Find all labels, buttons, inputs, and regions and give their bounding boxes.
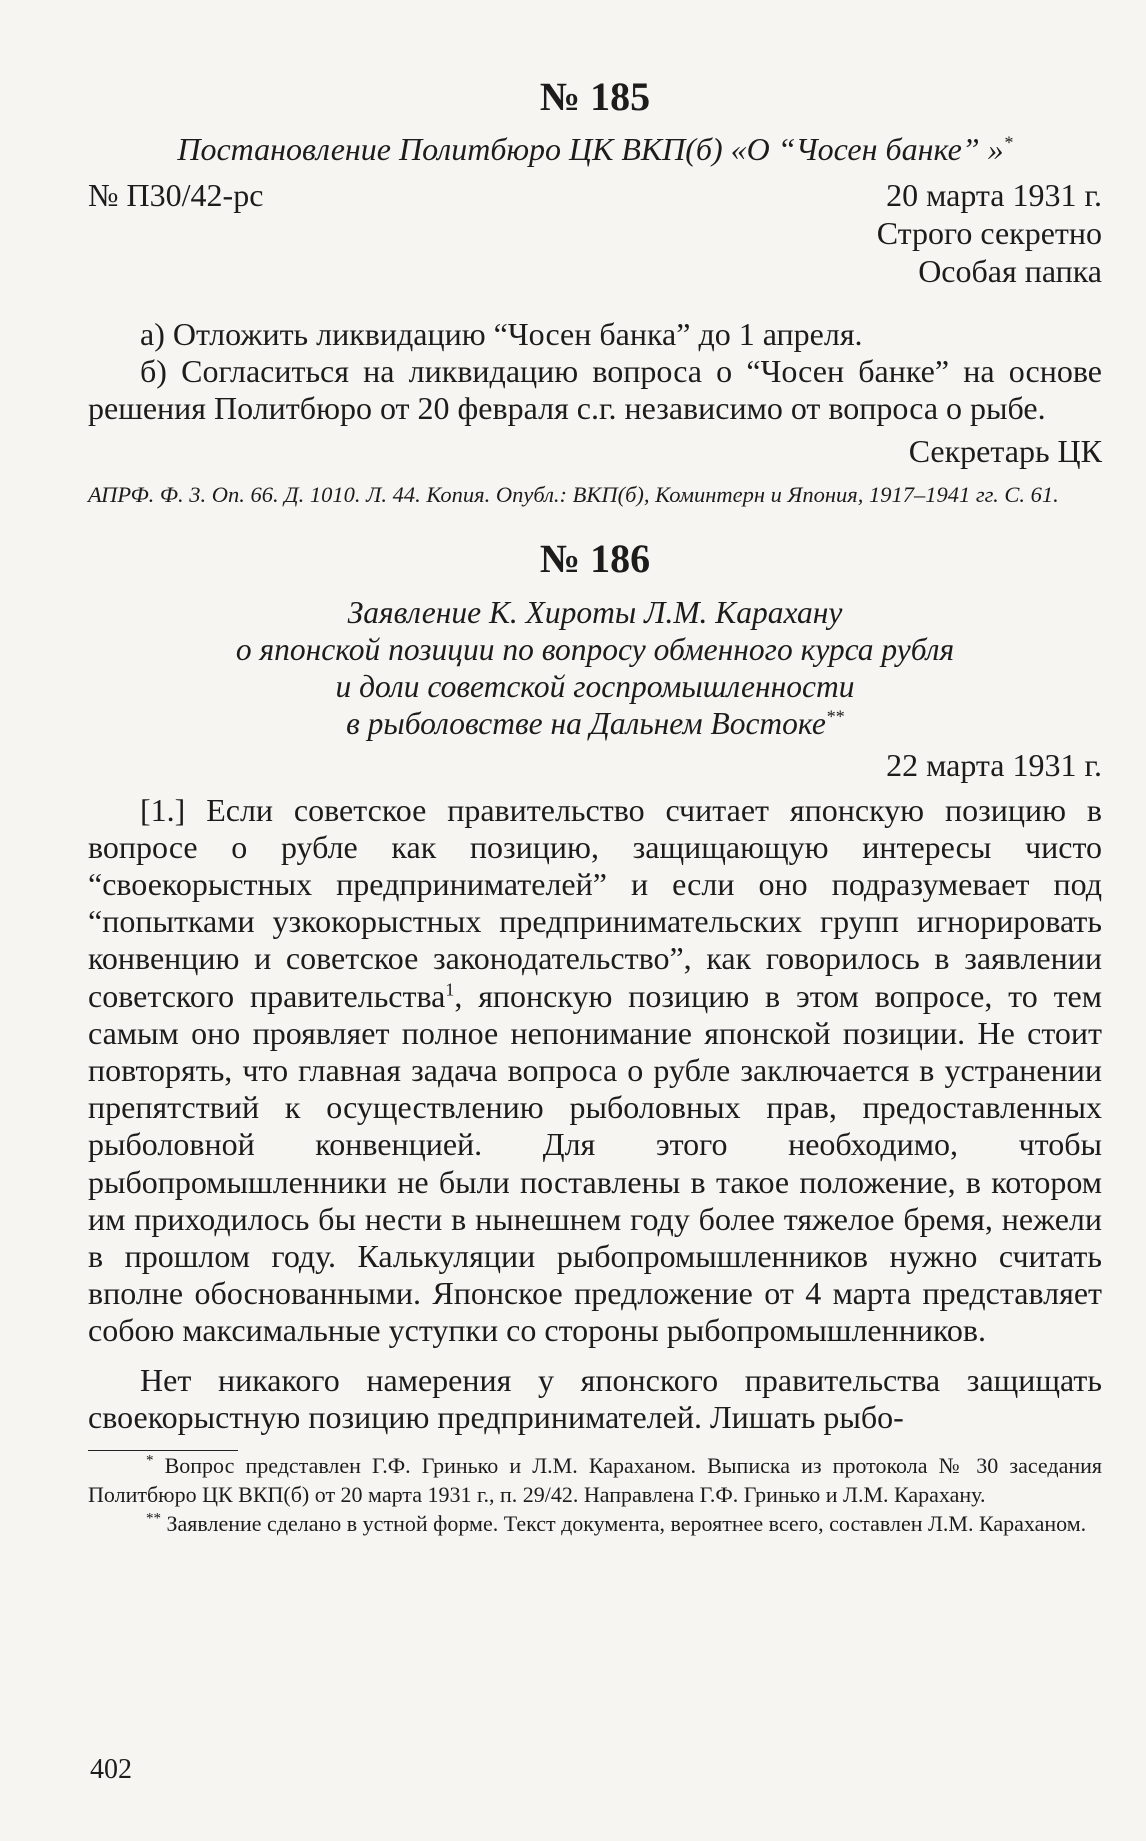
doc-186-title-line: Заявление К. Хироты Л.М. Карахану <box>347 594 843 630</box>
doc-186-title-line: в рыболовстве на Дальнем Востоке <box>346 705 826 741</box>
page-number: 402 <box>90 1754 132 1785</box>
doc-185-title-mark: * <box>1003 132 1013 153</box>
footnote-text: Заявление сделано в устной форме. Текст документа, вероятнее всего, составлен Л.М. Караханом. <box>166 1511 1087 1537</box>
doc-186-paragraph-1 <box>88 792 1102 1350</box>
doc-186-title <box>88 594 1102 742</box>
doc-185-title-text: Постановление Политбюро ЦК ВКП(б) «О “Чосен банке” » <box>177 131 1004 167</box>
doc-186-title-line: о японской позиции по вопросу обменного курса рубля <box>235 631 955 667</box>
doc-185-source: АПРФ. Ф. 3. Оп. 66. Д. 1010. Л. 44. Копия. Опубл.: ВКП(б), Коминтерн и Япония, 1917–1941 гг. С. 61. <box>88 481 1059 507</box>
doc-186-date: 22 марта 1931 г. <box>886 746 1102 783</box>
doc-185-item-a: а) Отложить ликвидацию “Чосен банка” до 1 апреля. <box>140 316 863 352</box>
doc-185-date: 20 марта 1931 г. <box>886 177 1102 213</box>
doc-186-para1-end: , японскую позицию в этом вопросе, то тем самым оно проявляет полное непонимание японской позиции. Не стоит повторять, что главная задача вопроса о рубле заключается в устранении препятствий к осуществлению рыболовных прав, предоставленных рыболовной конвенцией. Для этого необходимо, чтобы рыбопромышленники не были поставлены в такое положение, в котором им приходилось бы нести в нынешнем году более тяжелое бремя, нежели в прошлом году. Калькуляции рыбопромышленников нужно считать вполне обоснованными. Японское предложение от 4 марта представляет собою максимальные уступки со стороны рыбопромышленников. <box>88 977 1103 1349</box>
doc-185-secrecy: Строго секретно <box>876 215 1102 251</box>
doc-186-paragraph-2: Нет никакого намерения у японского правительства защищать своекорыстную позицию предпринимателей. Лишать рыбо- <box>88 1361 1102 1435</box>
doc-185-item-b: б) Согласиться на ликвидацию вопроса о “Чосен банке” на основе решения Политбюро от 20 февраля с.г. независимо от вопроса о рыбе. <box>88 353 1102 427</box>
doc-186-title-line: и доли советской госпромышленности <box>335 668 855 704</box>
doc-186-title-mark: ** <box>825 706 844 727</box>
doc-185-protocol: № П30/42-рс <box>88 177 264 213</box>
doc-185-protocol-row <box>88 176 1102 214</box>
page-content <box>88 70 1102 1538</box>
doc-185-number: № 185 <box>539 74 651 119</box>
footnote-mark: ** <box>146 1510 161 1527</box>
footnote-ref-1: 1 <box>445 978 455 999</box>
footnote <box>88 1451 1102 1509</box>
doc-185-signature: Секретарь ЦК <box>908 432 1102 469</box>
footnote <box>88 1509 1102 1538</box>
footnote-text: Вопрос представлен Г.Ф. Гринько и Л.М. Караханом. Выписка из протокола № 30 заседания Политбюро ЦК ВКП(б) от 20 марта 1931 г., п. 29/42. Направлена Г.Ф. Гринько и Л.М. Карахану. <box>88 1453 1102 1508</box>
doc-185-folder: Особая папка <box>918 253 1102 289</box>
doc-186-number: № 186 <box>539 535 651 581</box>
doc-185-title <box>88 130 1102 168</box>
doc-186-title-line-last <box>88 705 1102 742</box>
footnote-mark: * <box>146 1452 154 1469</box>
doc-186-para1-start: [1.] Если советское правительство считает японскую позицию в вопросе о рубле как позицию, защищающую интересы чисто “своекорыстных предпринимателей” и если оно подразумевает под “попытками узкокорыстных предпринимательских групп игнорировать конвенцию и советское законодательство”, как говорилось в заявлении советского правительства <box>88 791 1102 1014</box>
